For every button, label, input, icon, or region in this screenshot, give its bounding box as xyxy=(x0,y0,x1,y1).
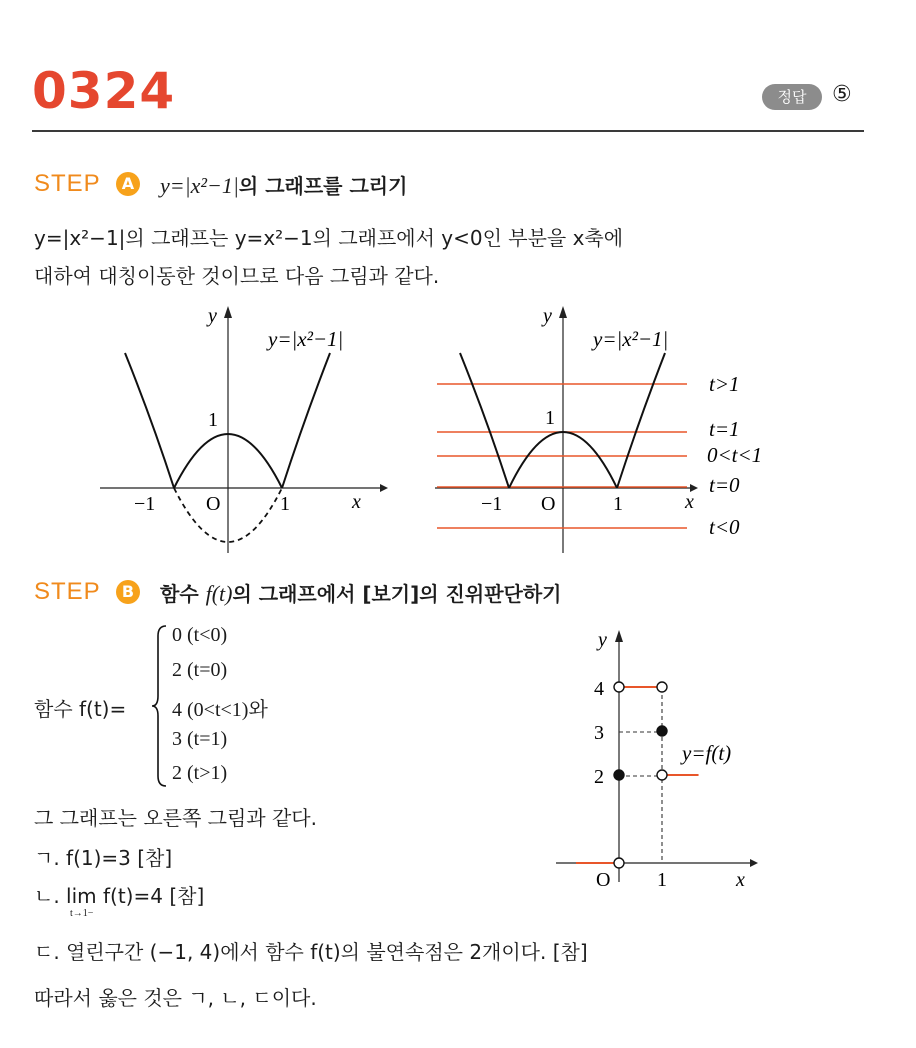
function-lead: 함수 f(t)= xyxy=(34,697,127,721)
y-axis-arrow xyxy=(224,306,232,318)
step-a-title-eq: y=|x²−1| xyxy=(160,173,239,198)
open-point xyxy=(657,770,667,780)
graph-abs-parabola-with-lines xyxy=(425,298,820,560)
x-axis-arrow xyxy=(380,484,388,492)
line-label-t-eq-0: t=0 xyxy=(709,473,740,497)
case-5: 2 (t>1) xyxy=(172,762,228,784)
open-point xyxy=(614,858,624,868)
tick-one: 1 xyxy=(280,493,290,515)
closed-point xyxy=(614,770,624,780)
open-point xyxy=(657,682,667,692)
curve-right-branch xyxy=(617,353,665,488)
case-suffix: 와 xyxy=(248,697,268,721)
equation-label: y=|x²−1| xyxy=(593,327,669,351)
item-2: ㄴ. lim f(t)=4 [참] xyxy=(34,884,205,908)
problem-number: 0324 xyxy=(32,62,176,120)
step-a-tag: STEP xyxy=(34,170,101,197)
y-label: y xyxy=(543,305,552,327)
x-label: x xyxy=(736,869,745,891)
case-2: 2 (t=0) xyxy=(172,659,228,681)
item-2-subscript: t→1− xyxy=(70,908,94,919)
y-label: y xyxy=(598,629,607,651)
tick-y-one: 1 xyxy=(208,409,218,431)
graph-note: 그 그래프는 오른쪽 그림과 같다. xyxy=(34,806,317,830)
x-label: x xyxy=(352,491,361,513)
curve-left-branch xyxy=(460,353,509,488)
step-b-title-rest: 의 그래프에서 [보기]의 진위판단하기 xyxy=(232,582,562,606)
tick-one: 1 xyxy=(613,493,623,515)
item-3: ㄷ. 열린구간 (−1, 4)에서 함수 f(t)의 불연속점은 2개이다. [참] xyxy=(34,940,588,964)
step-a-line-2: 대하여 대칭이동한 것이므로 다음 그림과 같다. xyxy=(34,264,440,288)
y-axis-arrow xyxy=(615,630,623,642)
closed-point xyxy=(657,726,667,736)
origin-label: O xyxy=(541,493,556,515)
line-label-t-lt-0: t<0 xyxy=(709,515,740,539)
function-label: y=f(t) xyxy=(682,741,732,765)
answer-badge: 정답 xyxy=(762,84,822,110)
tick-y-three: 3 xyxy=(594,722,604,744)
step-b-title-eq: f(t) xyxy=(205,581,233,606)
graph-step-function xyxy=(552,620,772,892)
line-label-t-gt-1: t>1 xyxy=(709,372,740,396)
case-3-row xyxy=(172,693,268,722)
x-axis-arrow xyxy=(750,859,758,867)
curve-left-branch xyxy=(125,353,174,488)
case-1: 0 (t<0) xyxy=(172,624,228,646)
header-divider xyxy=(32,130,864,132)
step-a-title xyxy=(160,170,407,199)
tick-neg-one: −1 xyxy=(481,493,503,515)
equation-label: y=|x²−1| xyxy=(268,327,344,351)
line-label-t-eq-1: t=1 xyxy=(709,417,740,441)
answer-value: ⑤ xyxy=(832,82,852,107)
conclusion: 따라서 옳은 것은 ㄱ, ㄴ, ㄷ이다. xyxy=(34,986,317,1010)
graph-abs-parabola xyxy=(90,298,390,560)
piecewise-brace xyxy=(150,622,170,790)
origin-label: O xyxy=(596,869,611,891)
tick-neg-one: −1 xyxy=(134,493,156,515)
tick-y-two: 2 xyxy=(594,766,604,788)
step-a-title-rest: 의 그래프를 그리기 xyxy=(238,174,408,198)
curve-right-branch xyxy=(282,353,330,488)
step-a-line-1: y=|x²−1|의 그래프는 y=x²−1의 그래프에서 y<0인 부분을 x축에 xyxy=(34,226,624,250)
item-1: ㄱ. f(1)=3 [참] xyxy=(34,846,173,870)
y-label: y xyxy=(208,305,217,327)
x-label: x xyxy=(685,491,694,513)
case-3: 4 (0<t<1) xyxy=(172,699,249,721)
open-point xyxy=(614,682,624,692)
tick-y-four: 4 xyxy=(594,678,604,700)
y-axis-arrow xyxy=(559,306,567,318)
case-4: 3 (t=1) xyxy=(172,728,228,750)
tick-x-one: 1 xyxy=(657,869,667,891)
step-b-title-pre: 함수 xyxy=(160,582,199,606)
origin-label: O xyxy=(206,493,221,515)
tick-y-one: 1 xyxy=(545,407,555,429)
line-label-t-between: 0<t<1 xyxy=(707,443,763,467)
step-b-tag: STEP xyxy=(34,578,101,605)
step-b-letter: B xyxy=(116,580,140,604)
step-b-title xyxy=(160,578,561,607)
step-a-letter: A xyxy=(116,172,140,196)
